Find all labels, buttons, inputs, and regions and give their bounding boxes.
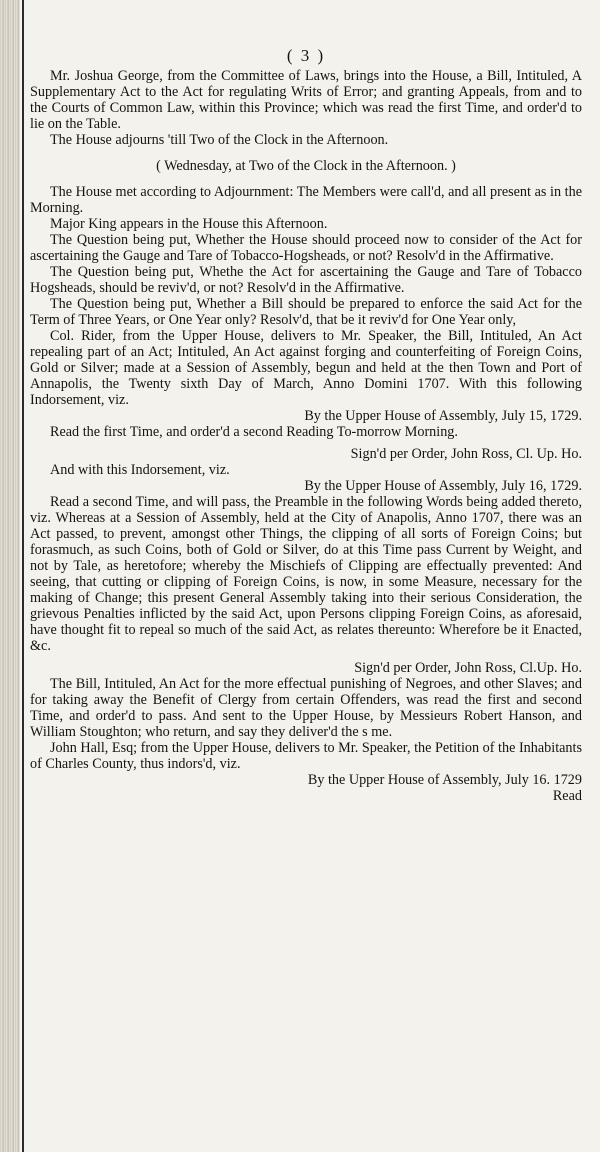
paragraph-indorsement: And with this Indorsement, viz. bbox=[50, 462, 230, 478]
paragraph-question-2: The Question being put, Whethe the Act for ascertaining the Gauge and Tare of Tobacco Hogsheads, should be reviv'd, or not? Resolv'd in the Affirmative. bbox=[30, 264, 582, 296]
paragraph-second-reading: Read a second Time, and will pass, the Preamble in the following Words being added thereto, viz. Whereas at a Session of Assembly, held at the City of Anapolis, Anno 1707, there was an Act passed, to prevent, amongst other Things, the clipping of all sorts of Foreign Coins; but forasmuch, as such Coins, both of Gold or Silver, do at this Time pass Current by Weight, and not by Tale, as heretofore; whereby the Mischiefs of Clipping are effectually prevented: And seeing, that cutting or clipping of Foreign Coins, is now, in some Measure, necessary for the making of Change; this present General Assembly taking into their serious Consideration, the grievous Penalties inflicted by the said Act, upon Persons clipping Foreign Coins, as aforesaid, have thought fit to repeal so much of the said Act, as relates thereunto: Wherefore be it Enacted, &c. bbox=[30, 494, 582, 654]
paragraph-major-king: Major King appears in the House this Afternoon. bbox=[50, 216, 328, 232]
signature-ross-2: Sign'd per Order, John Ross, Cl.Up. Ho. bbox=[354, 660, 582, 676]
paragraph-negroes-bill: The Bill, Intituled, An Act for the more effectual punishing of Negroes, and other Slaves; and for taking away the Benefit of Clergy from certain Offenders, was read the first and second Time, and order'd to pass. And sent to the Upper House, by Messieurs Robert Hanson, and William Stoughton; who return, and say they deliver'd the s me. bbox=[30, 676, 582, 740]
indorsement-july-16-b: By the Upper House of Assembly, July 16. 1729 bbox=[307, 772, 582, 788]
paragraph-adjournment: The House adjourns 'till Two of the Clock in the Afternoon. bbox=[50, 132, 389, 148]
indorsement-july-15: By the Upper House of Assembly, July 15, 1729. bbox=[304, 408, 582, 424]
paragraph-question-3: The Question being put, Whether a Bill should be prepared to enforce the said Act for the Term of Three Years, or One Year only? Resolv'd, that be it reviv'd for One Year only, bbox=[30, 296, 582, 328]
binding-gutter bbox=[0, 0, 20, 1152]
paragraph-bill-writs-of-error: Mr. Joshua George, from the Committee of Laws, brings into the House, a Bill, Intituled, A Supplementary Act to the Act for regulating Writs of Error; and granting Appeals, from and to the Courts of Common Law, within this Province; which was read the first Time, and order'd to lie on the Table. bbox=[30, 68, 582, 132]
document-page bbox=[30, 0, 582, 1152]
paragraph-house-met: The House met according to Adjournment: The Members were call'd, and all present as in the Morning. bbox=[30, 184, 582, 216]
catchword: Read bbox=[552, 788, 582, 804]
paragraph-col-rider: Col. Rider, from the Upper House, delivers to Mr. Speaker, the Bill, Intituled, An Act repealing part of an Act; Intituled, An Act against forging and counterfeiting of Foreign Coins, Gold or Silver; made at a Session of Assembly, begun and held at the then Town and Port of Annapolis, the Twenty sixth Day of March, Anno Domini 1707. With this following Indorsement, viz. bbox=[30, 328, 582, 408]
signature-ross-1: Sign'd per Order, John Ross, Cl. Up. Ho. bbox=[350, 446, 582, 462]
session-heading: ( Wednesday, at Two of the Clock in the Afternoon. ) bbox=[156, 158, 456, 174]
binding-edge bbox=[22, 0, 24, 1152]
paragraph-john-hall: John Hall, Esq; from the Upper House, delivers to Mr. Speaker, the Petition of the Inhabitants of Charles County, thus indors'd, viz. bbox=[30, 740, 582, 772]
page-number: ( 3 ) bbox=[286, 46, 326, 65]
paragraph-question-1: The Question being put, Whether the House should proceed now to consider of the Act for ascertaining the Gauge and Tare of Tobacco-Hogsheads, or not? Resolv'd in the Affirmative. bbox=[30, 232, 582, 264]
paragraph-first-reading: Read the first Time, and order'd a second Reading To-morrow Morning. bbox=[50, 424, 458, 440]
indorsement-july-16-a: By the Upper House of Assembly, July 16, 1729. bbox=[304, 478, 582, 494]
